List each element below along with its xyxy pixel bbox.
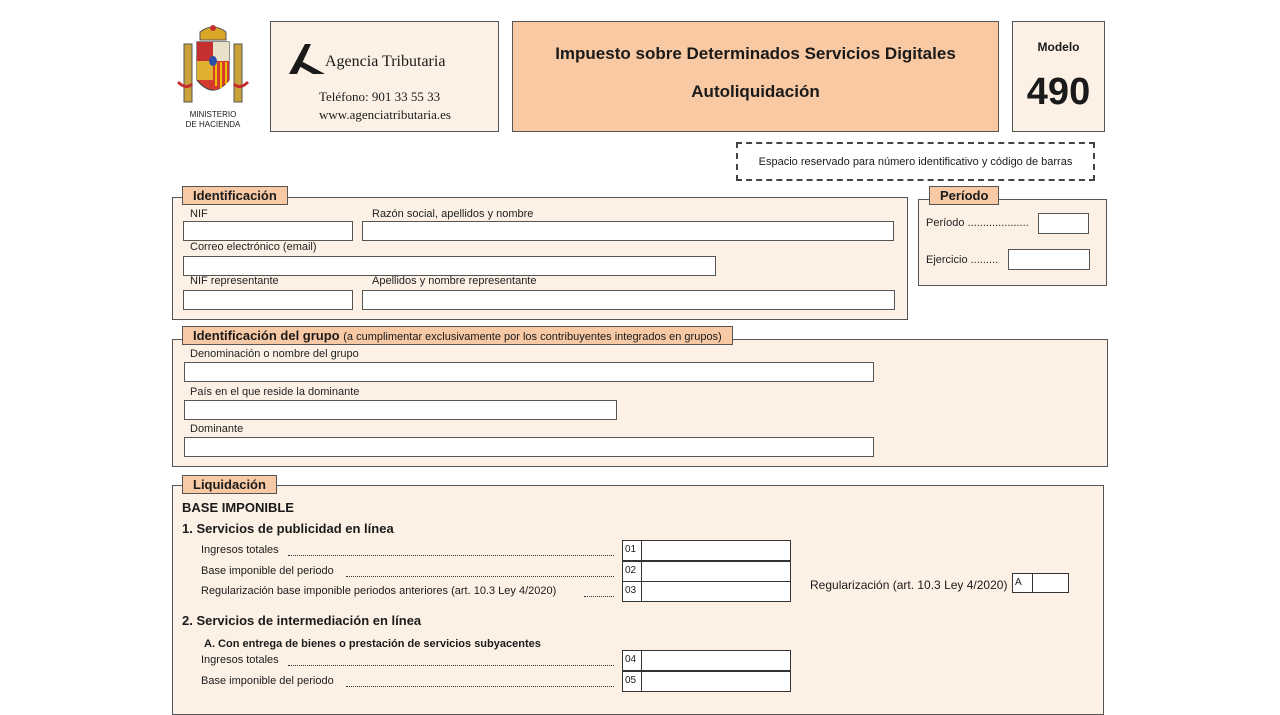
periodo-title: Período: [929, 186, 999, 205]
section-2a-heading: A. Con entrega de bienes o prestación de servicios subyacentes: [204, 638, 541, 650]
razon-social-label: Razón social, apellidos y nombre: [372, 208, 534, 220]
box-04-code: 04: [623, 651, 642, 670]
regularizacion-label: Regularización (art. 10.3 Ley 4/2020): [810, 578, 1008, 592]
pais-label: País en el que reside la dominante: [190, 386, 360, 398]
s1-row-label: Base imponible del periodo: [201, 565, 334, 577]
box-02-code: 02: [623, 562, 642, 581]
barcode-reserved-label: Espacio reservado para número identificativo y código de barras: [758, 156, 1073, 168]
form-title: Impuesto sobre Determinados Servicios Digitales: [555, 44, 956, 63]
box-01[interactable]: [622, 540, 791, 561]
nif-representante-label: NIF representante: [190, 275, 279, 287]
box-01-code: 01: [623, 541, 642, 560]
denominacion-label: Denominación o nombre del grupo: [190, 348, 359, 360]
email-field[interactable]: [183, 256, 716, 276]
leader-dots: [346, 576, 614, 577]
liquidacion-title: Liquidación: [182, 475, 277, 494]
coat-of-arms-icon: [176, 22, 250, 110]
form-subtitle: Autoliquidación: [691, 82, 820, 101]
dominante-label: Dominante: [190, 423, 244, 435]
s1-row-label: Regularización base imponible periodos anteriores (art. 10.3 Ley 4/2020): [201, 585, 557, 597]
barcode-reserved-space: [736, 142, 1095, 181]
dominante-field[interactable]: [184, 437, 874, 457]
grupo-note: (a cumplimentar exclusivamente por los contribuyentes integrados en grupos): [343, 331, 722, 343]
ministry-line-2: DE HACIENDA: [185, 120, 241, 129]
box-02[interactable]: [622, 561, 791, 582]
box-04[interactable]: [622, 650, 791, 671]
apellidos-representante-field[interactable]: [362, 290, 895, 310]
modelo-label: Modelo: [1037, 40, 1080, 54]
ejercicio-field[interactable]: [1008, 249, 1090, 270]
nif-field[interactable]: [183, 221, 353, 241]
box-05[interactable]: [622, 671, 791, 692]
agency-phone: Teléfono: 901 33 55 33: [319, 89, 441, 104]
box-05-code: 05: [623, 672, 642, 691]
base-imponible-heading: BASE IMPONIBLE: [182, 500, 294, 515]
s2-row-label: Base imponible del periodo: [201, 675, 334, 687]
s2-row-label: Ingresos totales: [201, 654, 279, 666]
s1-row-label: Ingresos totales: [201, 544, 279, 556]
leader-dots: [288, 555, 614, 556]
leader-dots: [288, 665, 614, 666]
razon-social-field[interactable]: [362, 221, 894, 241]
agency-name: Agencia Tributaria: [325, 53, 446, 70]
leader-dots: [346, 686, 614, 687]
leader-dots: [584, 596, 614, 597]
apellidos-representante-label: Apellidos y nombre representante: [372, 275, 537, 287]
periodo-label: Período ....................: [926, 217, 1029, 229]
modelo-box: [1012, 21, 1105, 132]
section-1-heading: 1. Servicios de publicidad en línea: [182, 521, 394, 536]
ejercicio-label: Ejercicio .........: [926, 254, 999, 266]
regularizacion-code: A: [1013, 574, 1033, 592]
modelo-number: 490: [1026, 71, 1091, 113]
denominacion-field[interactable]: [184, 362, 874, 382]
grupo-title-text: Identificación del grupo: [193, 328, 340, 343]
nif-representante-field[interactable]: [183, 290, 353, 310]
box-03[interactable]: [622, 581, 791, 602]
coat-of-arms: [176, 22, 250, 134]
section-2-heading: 2. Servicios de intermediación en línea: [182, 613, 422, 628]
ministry-line-1: MINISTERIO: [189, 110, 237, 119]
email-label: Correo electrónico (email): [190, 241, 317, 253]
agency-logo-icon: [287, 42, 327, 76]
regularizacion-box[interactable]: [1012, 573, 1069, 593]
nif-label: NIF: [190, 208, 208, 220]
agency-web: www.agenciatributaria.es: [319, 107, 451, 122]
grupo-title: [182, 326, 733, 345]
periodo-field[interactable]: [1038, 213, 1089, 234]
agency-box: [270, 21, 499, 132]
form-title-box: [512, 21, 999, 132]
identificacion-title: Identificación: [182, 186, 288, 205]
box-03-code: 03: [623, 582, 642, 601]
pais-field[interactable]: [184, 400, 617, 420]
